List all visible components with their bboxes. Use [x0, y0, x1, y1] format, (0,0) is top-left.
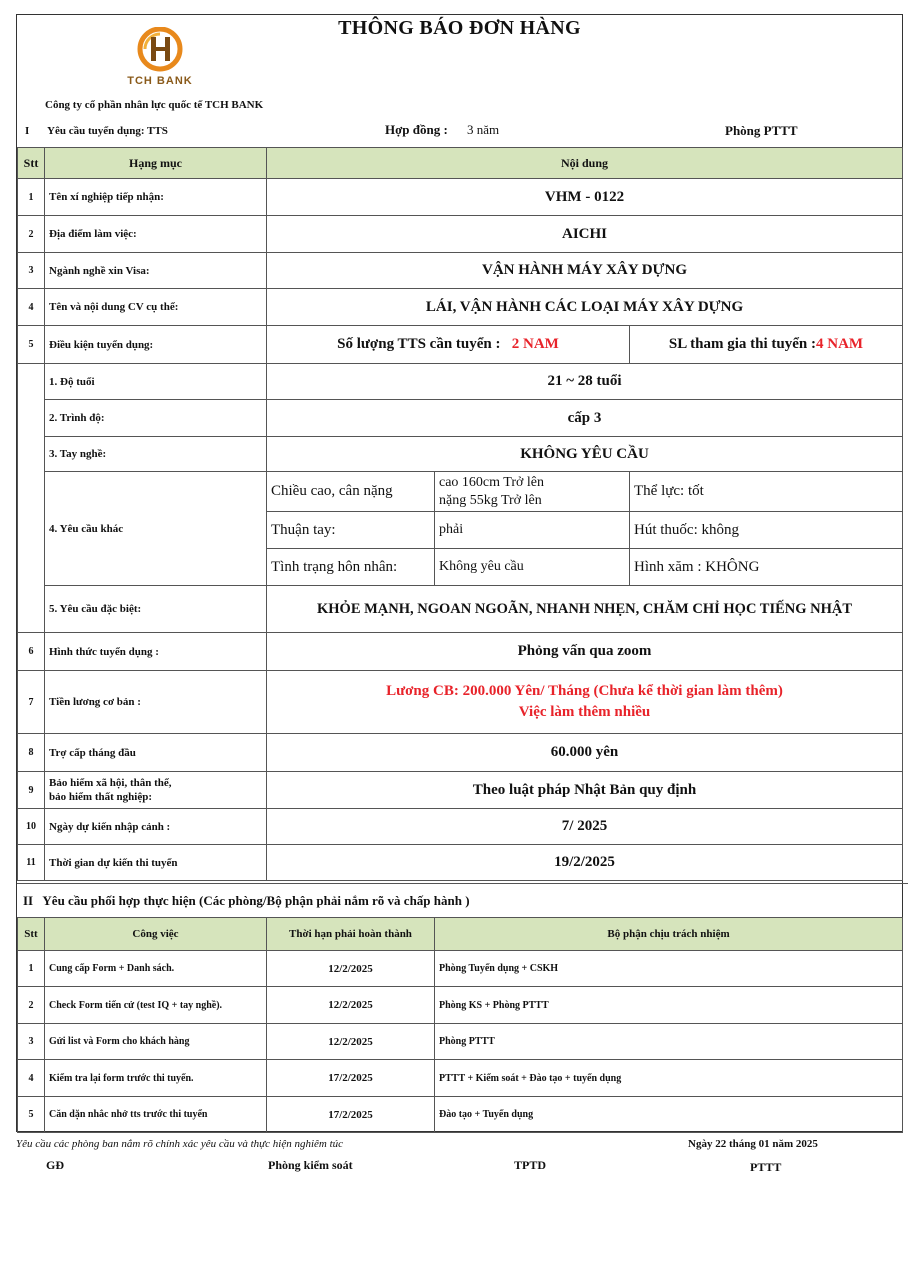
row-number: 5: [18, 326, 45, 364]
table-row: [18, 845, 903, 881]
signer-pttt: PTTT: [750, 1160, 782, 1174]
table-row: [18, 1024, 903, 1060]
row-value: VẬN HÀNH MÁY XÂY DỰNG: [267, 253, 903, 289]
special-req-row: [18, 586, 903, 633]
table-row: [18, 253, 903, 289]
signer-director: GĐ: [46, 1158, 64, 1172]
responsible-cell: Phòng KS + Phòng PTTT: [435, 987, 903, 1024]
table-header-row: [18, 148, 903, 179]
table-row: [18, 1097, 903, 1133]
deadline-cell: 12/2/2025: [267, 951, 435, 987]
row-label: Tên xí nghiệp tiếp nhận:: [45, 179, 267, 216]
responsible-cell: Phòng Tuyển dụng + CSKH: [435, 951, 903, 987]
row-label: Địa điểm làm việc:: [45, 216, 267, 253]
stt-blank-merged: [18, 364, 45, 633]
header-responsible: Bộ phận chịu trách nhiệm: [435, 918, 903, 951]
request-type: Yêu cầu tuyển dụng: TTS: [47, 125, 168, 137]
age-label: 1. Độ tuổi: [45, 364, 267, 400]
salary-label: Tiền lương cơ bản :: [45, 671, 267, 734]
exam-date-value: 19/2/2025: [267, 845, 903, 881]
signer-tptd: TPTD: [514, 1158, 547, 1172]
skill-value: KHÔNG YÊU CẦU: [267, 437, 903, 472]
salary-row: [18, 671, 903, 734]
header-content: Nội dung: [267, 148, 903, 179]
height-weight-value: [435, 472, 630, 512]
table-row: [18, 734, 903, 772]
insurance-value: Theo luật pháp Nhật Bản quy định: [267, 772, 903, 809]
row-number: 9: [18, 772, 45, 809]
responsible-cell: Phòng PTTT: [435, 1024, 903, 1060]
education-value: cấp 3: [267, 400, 903, 437]
responsible-cell: Đào tạo + Tuyển dụng: [435, 1097, 903, 1133]
height-value: cao 160cm Trở lên: [439, 474, 545, 490]
special-requirements-value: KHỎE MẠNH, NGOAN NGOÃN, NHANH NHẸN, CHĂM CHỈ HỌC TIẾNG NHẬT: [267, 586, 903, 633]
responsible-cell: PTTT + Kiểm soát + Đào tạo + tuyển dụng: [435, 1060, 903, 1097]
row-number: 2: [18, 987, 45, 1024]
skill-label: 3. Tay nghề:: [45, 437, 267, 472]
row-number: 11: [18, 845, 45, 881]
row-label: Thời gian dự kiến thi tuyển: [45, 845, 267, 881]
deadline-cell: 12/2/2025: [267, 1024, 435, 1060]
row-number: 6: [18, 633, 45, 671]
tch-bank-logo: [105, 27, 215, 89]
allowance-value: 60.000 yên: [267, 734, 903, 772]
row-number: 3: [18, 1024, 45, 1060]
section-2-title: Yêu cầu phối hợp thực hiện (Các phòng/Bộ phận phải nắm rõ và chấp hành ): [42, 893, 470, 908]
signer-control-dept: Phòng kiểm soát: [268, 1158, 353, 1172]
section-2-number: II: [23, 893, 34, 908]
participant-count-value: 4 NAM: [816, 336, 864, 352]
participant-count-label: SL tham gia thi tuyển :: [668, 336, 817, 352]
row-number: 4: [18, 1060, 45, 1097]
row-number: 8: [18, 734, 45, 772]
contract-value: 3 năm: [467, 122, 500, 137]
contract-label: Hợp đồng :: [385, 122, 448, 137]
table-row: [18, 809, 903, 845]
smoking-value: Hút thuốc: không: [630, 512, 903, 549]
order-notice-sheet: [16, 14, 903, 1132]
header-stt: Stt: [18, 918, 45, 951]
row-value: LÁI, VẬN HÀNH CÁC LOẠI MÁY XÂY DỰNG: [267, 289, 903, 326]
deadline-cell: 12/2/2025: [267, 987, 435, 1024]
row-value: AICHI: [267, 216, 903, 253]
row-label: Trợ cấp tháng đầu: [45, 734, 267, 772]
row-label: Ngành nghề xin Visa:: [45, 253, 267, 289]
insurance-label-line-2: bảo hiểm thất nghiệp:: [49, 791, 152, 803]
skill-row: [18, 437, 903, 472]
task-cell: Căn dặn nhắc nhở tts trước thi tuyển: [45, 1097, 267, 1133]
table-row: [18, 179, 903, 216]
entry-date-value: 7/ 2025: [267, 809, 903, 845]
task-cell: Cung cấp Form + Danh sách.: [45, 951, 267, 987]
marital-status-value: Không yêu cầu: [435, 549, 630, 586]
overtime-text: Việc làm thêm nhiều: [518, 704, 651, 720]
row-number: 2: [18, 216, 45, 253]
table-row: [18, 1060, 903, 1097]
insurance-label: [45, 772, 267, 809]
deadline-cell: 17/2/2025: [267, 1060, 435, 1097]
header-stt: Stt: [18, 148, 45, 179]
row-number: 4: [18, 289, 45, 326]
logo-text: TCH BANK: [127, 75, 193, 87]
row-label: Điều kiện tuyển dụng:: [45, 326, 267, 364]
row-number: 3: [18, 253, 45, 289]
task-cell: Check Form tiến cử (test IQ + tay nghề).: [45, 987, 267, 1024]
row-value: VHM - 0122: [267, 179, 903, 216]
document-title: THÔNG BÁO ĐƠN HÀNG: [338, 17, 581, 39]
task-cell: Gửi list và Form cho khách hàng: [45, 1024, 267, 1060]
header-deadline: Thời hạn phải hoàn thành: [267, 918, 435, 951]
needed-count-label: Số lượng TTS cần tuyển :: [337, 336, 501, 352]
row-number: 5: [18, 1097, 45, 1133]
row-label: Hình thức tuyển dụng :: [45, 633, 267, 671]
logo-mark-icon: [105, 27, 215, 77]
special-requirements-label: 5. Yêu cầu đặc biệt:: [45, 586, 267, 633]
height-weight-label: Chiều cao, cân nặng: [267, 472, 435, 512]
section-1-number: I: [25, 125, 30, 137]
header-task: Công việc: [45, 918, 267, 951]
row-number: 10: [18, 809, 45, 845]
coordination-table: [17, 917, 903, 1133]
row-label: Tên và nội dung CV cụ thể:: [45, 289, 267, 326]
deadline-cell: 17/2/2025: [267, 1097, 435, 1133]
row-number: 7: [18, 671, 45, 734]
table-row: [18, 216, 903, 253]
handedness-label: Thuận tay:: [267, 512, 435, 549]
needed-count-value: 2 NAM: [511, 336, 559, 352]
education-label: 2. Trình độ:: [45, 400, 267, 437]
table-row: [18, 987, 903, 1024]
other-req-row-1: [18, 472, 903, 512]
row-number: 1: [18, 951, 45, 987]
age-value: 21 ~ 28 tuổi: [267, 364, 903, 400]
base-salary-text: Lương CB: 200.000 Yên/ Tháng (Chưa kể thời gian làm thêm): [386, 683, 783, 699]
table-row: [18, 633, 903, 671]
table-row: [18, 772, 903, 809]
section-2-heading: [17, 883, 908, 918]
recruitment-method-value: Phỏng vấn qua zoom: [267, 633, 903, 671]
participant-count-cell: [630, 326, 903, 364]
fitness-value: Thể lực: tốt: [630, 472, 903, 512]
table-header-row: [18, 918, 903, 951]
company-name: Công ty cổ phần nhân lực quốc tế TCH BANK: [45, 99, 264, 111]
other-requirements-label: 4. Yêu cầu khác: [45, 472, 267, 586]
footer-date: Ngày 22 tháng 01 năm 2025: [688, 1138, 818, 1150]
needed-count-cell: [267, 326, 630, 364]
recruitment-condition-row: [18, 326, 903, 364]
footer-note: Yêu cầu các phòng ban nắm rõ chính xác yêu cầu và thực hiện nghiêm túc: [16, 1138, 344, 1150]
header-category: Hạng mục: [45, 148, 267, 179]
education-row: [18, 400, 903, 437]
weight-value: nặng 55kg Trở lên: [439, 492, 542, 508]
handedness-value: phải: [435, 512, 630, 549]
marital-status-label: Tình trạng hôn nhân:: [267, 549, 435, 586]
table-row: [18, 289, 903, 326]
department-label: Phòng PTTT: [725, 123, 798, 138]
order-details-table: [17, 147, 903, 881]
row-number: 1: [18, 179, 45, 216]
table-row: [18, 951, 903, 987]
task-cell: Kiểm tra lại form trước thi tuyển.: [45, 1060, 267, 1097]
insurance-label-line-1: Bảo hiểm xã hội, thân thể,: [49, 777, 172, 789]
tattoo-value: Hình xăm : KHÔNG: [630, 549, 903, 586]
row-label: Ngày dự kiến nhập cảnh :: [45, 809, 267, 845]
salary-value: [267, 671, 903, 734]
age-row: [18, 364, 903, 400]
